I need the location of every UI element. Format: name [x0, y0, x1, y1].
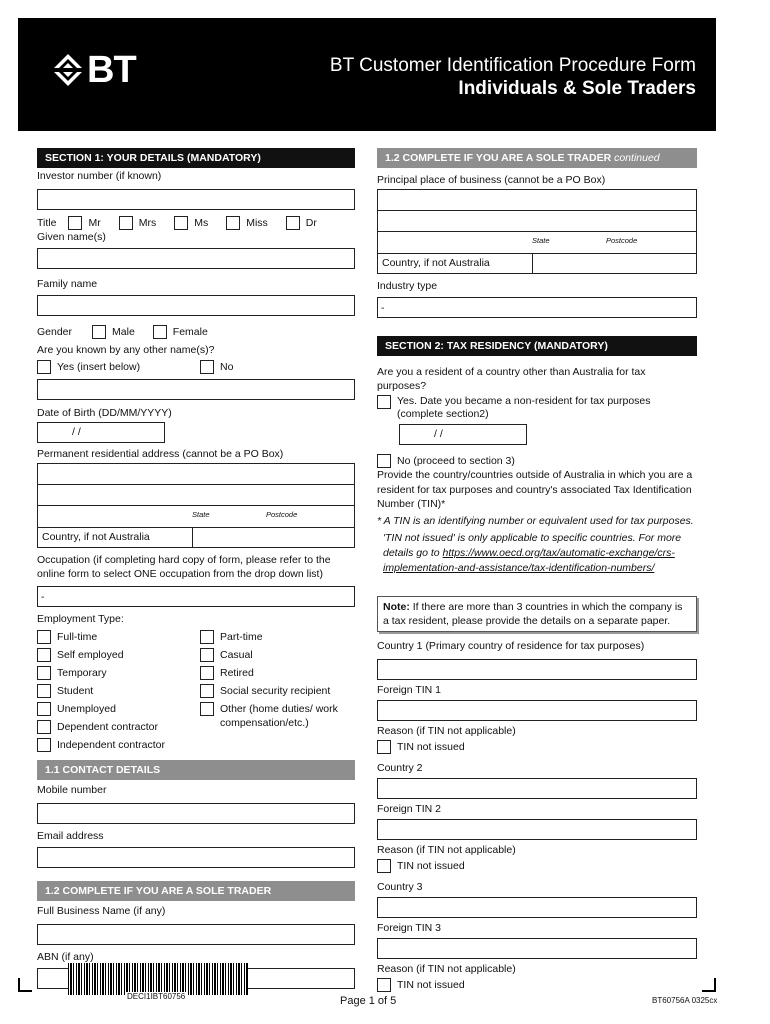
employment-options: [37, 630, 355, 752]
right-column: [377, 148, 697, 992]
business-name-label: Full Business Name (if any): [37, 905, 166, 917]
state-label: State: [532, 236, 550, 245]
country3-field[interactable]: [377, 897, 697, 918]
country3-label: Country 3: [377, 880, 423, 893]
option-label: Yes. Date you became a non-resident for tax purposes (complete section2): [397, 395, 651, 420]
option-label: TIN not issued: [397, 859, 465, 872]
occupation-select[interactable]: [37, 586, 355, 607]
country1-label: Country 1 (Primary country of residence for tax purposes): [377, 639, 645, 652]
title-option-ms[interactable]: [174, 216, 208, 230]
employment-col-1: [37, 630, 200, 752]
mobile-field[interactable]: [37, 803, 355, 824]
sole-trader-header: 1.2 COMPLETE IF YOU ARE A SOLE TRADER: [37, 881, 355, 901]
option-label: Female: [172, 326, 208, 338]
checkbox[interactable]: [37, 738, 51, 752]
note-text: If there are more than 3 countries in which the company is a tax resident, please provide the details on a separate paper.: [383, 600, 683, 627]
emp-student[interactable]: [37, 684, 200, 698]
country2-field[interactable]: [377, 778, 697, 799]
foreign-tin1-label: Foreign TIN 1: [377, 683, 441, 696]
option-label: Miss: [246, 217, 268, 229]
checkbox[interactable]: [200, 360, 214, 374]
emp-temporary[interactable]: [37, 666, 200, 680]
address-line-3[interactable]: [38, 506, 354, 527]
gender-option-male[interactable]: [92, 325, 135, 339]
emp-casual[interactable]: [200, 648, 345, 662]
industry-value: -: [381, 302, 385, 314]
resident-question: Are you a resident of a country other than Australia for tax purposes?: [377, 366, 646, 392]
oecd-link[interactable]: https://www.oecd.org/tax/automatic-exchange/crs-implementation-and-assistance/tax-identification-numbers/: [383, 546, 675, 574]
other-names-yes[interactable]: [37, 360, 200, 374]
option-label: Yes (insert below): [57, 361, 141, 373]
occupation-value: -: [41, 591, 45, 603]
barcode-text: DECI1IBT60756: [127, 992, 186, 1001]
given-names-label: Given name(s): [37, 231, 106, 243]
country-field[interactable]: [37, 527, 355, 548]
option-label: Student: [57, 685, 94, 697]
address-line-1[interactable]: [378, 190, 696, 211]
checkbox[interactable]: [377, 859, 391, 873]
address-line-3[interactable]: [378, 232, 696, 253]
tin-not-issued-1[interactable]: [377, 740, 697, 754]
principal-country-field[interactable]: [377, 253, 697, 274]
emp-part-time[interactable]: [200, 630, 345, 644]
mobile-label: Mobile number: [37, 784, 107, 796]
title-label: Title: [37, 217, 57, 229]
residential-address-field[interactable]: [37, 463, 355, 528]
title-option-mrs[interactable]: [119, 216, 157, 230]
resident-yes[interactable]: [377, 395, 697, 421]
checkbox[interactable]: [37, 702, 51, 716]
tin-info-text: 'TIN not issued' is only applicable to specific countries. For more details go to: [383, 531, 682, 559]
email-label: Email address: [37, 830, 104, 842]
checkbox[interactable]: [377, 454, 391, 468]
foreign-tin1-field[interactable]: [377, 700, 697, 721]
option-label: Mr: [88, 217, 101, 229]
emp-self-employed[interactable]: [37, 648, 200, 662]
barcode: [68, 963, 248, 995]
other-names-field[interactable]: [37, 379, 355, 400]
title-option-miss[interactable]: [226, 216, 268, 230]
checkbox[interactable]: [377, 395, 391, 409]
principal-place-label: Principal place of business (cannot be a PO Box): [377, 174, 606, 186]
form-header: [18, 18, 716, 131]
section2-header: SECTION 2: TAX RESIDENCY (MANDATORY): [377, 336, 697, 356]
option-label: Independent contractor: [57, 739, 165, 751]
employment-col-2: [200, 630, 345, 752]
tin-not-issued-2[interactable]: [377, 859, 697, 873]
address-label: Permanent residential address (cannot be a PO Box): [37, 448, 284, 460]
address-line-1[interactable]: [38, 464, 354, 485]
option-label: Mrs: [138, 217, 157, 229]
tin-definition: * A TIN is an identifying number or equivalent used for tax purposes.: [377, 514, 694, 527]
emp-social-security[interactable]: [200, 684, 345, 698]
investor-number-field[interactable]: [37, 189, 355, 210]
logo-text: BT: [87, 49, 136, 91]
email-field[interactable]: [37, 847, 355, 868]
emp-other[interactable]: [200, 702, 345, 730]
country-label: Country, if not Australia: [378, 254, 533, 273]
other-names-row: [37, 360, 355, 374]
reason3-label: Reason (if TIN not applicable): [377, 962, 516, 975]
option-label: Dependent contractor: [57, 721, 158, 733]
checkbox[interactable]: [68, 216, 82, 230]
continued-text: continued: [614, 152, 660, 164]
address-line-2[interactable]: [378, 211, 696, 232]
foreign-tin2-field[interactable]: [377, 819, 697, 840]
emp-full-time[interactable]: [37, 630, 200, 644]
foreign-tin2-label: Foreign TIN 2: [377, 802, 441, 815]
occupation-label: Occupation (if completing hard copy of form, please refer to the online form to select ONE occupation from the drop down list): [37, 554, 331, 580]
checkbox[interactable]: [286, 216, 300, 230]
address-line-2[interactable]: [38, 485, 354, 506]
option-label: Full-time: [57, 631, 98, 643]
reason1-label: Reason (if TIN not applicable): [377, 724, 516, 737]
family-name-label: Family name: [37, 278, 98, 290]
option-label: Ms: [194, 217, 209, 229]
industry-type-label: Industry type: [377, 280, 438, 292]
country-label: Country, if not Australia: [38, 528, 193, 547]
contact-details-header: 1.1 CONTACT DETAILS: [37, 760, 355, 780]
title-line-1: BT Customer Identification Procedure Form: [329, 55, 696, 76]
postcode-label: Postcode: [606, 236, 638, 245]
other-names-no[interactable]: [200, 360, 233, 374]
checkbox[interactable]: [200, 684, 214, 698]
title-row: [37, 216, 355, 230]
bt-globe-icon: [51, 53, 85, 87]
state-label: State: [192, 510, 210, 519]
emp-dependent-contractor[interactable]: [37, 720, 200, 734]
investor-number-label: Investor number (if known): [37, 170, 162, 182]
form-title: [330, 54, 696, 100]
option-label: Male: [112, 326, 135, 338]
option-label: No (proceed to section 3): [397, 455, 515, 467]
industry-type-select[interactable]: [377, 297, 697, 318]
option-label: Casual: [220, 649, 253, 661]
tin-not-issued-info: [383, 531, 697, 576]
gender-label: Gender: [37, 326, 73, 338]
dob-label: Date of Birth (DD/MM/YYYY): [37, 407, 172, 419]
checkbox[interactable]: [37, 720, 51, 734]
foreign-tin3-label: Foreign TIN 3: [377, 921, 441, 934]
crop-mark-right: [702, 978, 716, 992]
dob-separators: / /: [72, 426, 81, 438]
foreign-tin3-field[interactable]: [377, 938, 697, 959]
provide-countries-text: Provide the country/countries outside of Australia in which you are a resident for tax purposes and country's associated Tax Identification Number (TIN)*: [377, 469, 693, 510]
other-names-label: Are you known by any other name(s)?: [37, 344, 215, 356]
date-separators: / /: [434, 428, 443, 440]
checkbox[interactable]: [37, 666, 51, 680]
checkbox[interactable]: [377, 978, 391, 992]
option-label: No: [220, 361, 234, 373]
gender-option-female[interactable]: [153, 325, 208, 339]
option-label: Temporary: [57, 667, 107, 679]
note-label: Note:: [383, 600, 410, 613]
business-name-field[interactable]: [37, 924, 355, 945]
option-label: Social security recipient: [220, 685, 331, 697]
option-label: TIN not issued: [397, 740, 465, 753]
option-label: Unemployed: [57, 703, 116, 715]
checkbox[interactable]: [174, 216, 188, 230]
emp-retired[interactable]: [200, 666, 345, 680]
note-box: [377, 596, 697, 632]
option-label: Other (home duties/ work compensation/etc.): [220, 703, 338, 729]
bt-logo: [51, 51, 136, 89]
checkbox[interactable]: [37, 360, 51, 374]
checkbox[interactable]: [200, 630, 214, 644]
country2-label: Country 2: [377, 761, 423, 774]
employment-type-label: Employment Type:: [37, 613, 124, 625]
left-column: [37, 148, 355, 989]
reason2-label: Reason (if TIN not applicable): [377, 843, 516, 856]
checkbox[interactable]: [200, 648, 214, 662]
checkbox[interactable]: [226, 216, 240, 230]
principal-address-field[interactable]: [377, 189, 697, 254]
gender-row: [37, 325, 355, 339]
postcode-label: Postcode: [266, 510, 298, 519]
option-label: Dr: [305, 217, 317, 229]
checkbox[interactable]: [200, 666, 214, 680]
checkbox[interactable]: [37, 684, 51, 698]
option-label: Self employed: [57, 649, 124, 661]
form-code: BT60756A 0325cx: [652, 996, 718, 1005]
option-label: Retired: [220, 667, 254, 679]
checkbox[interactable]: [92, 325, 106, 339]
checkbox[interactable]: [37, 630, 51, 644]
tin-not-issued-3[interactable]: [377, 978, 697, 992]
abn-label: ABN (if any): [37, 951, 94, 963]
option-label: Part-time: [220, 631, 263, 643]
bar-text: 1.2 COMPLETE IF YOU ARE A SOLE TRADER: [385, 152, 612, 164]
family-name-field[interactable]: [37, 295, 355, 316]
page-number: Page 1 of 5: [340, 995, 397, 1007]
given-names-field[interactable]: [37, 248, 355, 269]
crop-mark-left: [18, 978, 32, 992]
section1-header: SECTION 1: YOUR DETAILS (MANDATORY): [37, 148, 355, 168]
title-option-mr[interactable]: [68, 216, 100, 230]
checkbox[interactable]: [37, 648, 51, 662]
resident-no[interactable]: [377, 454, 697, 468]
checkbox[interactable]: [200, 702, 214, 716]
sole-trader-continued-header: [377, 148, 697, 168]
checkbox[interactable]: [119, 216, 133, 230]
non-resident-date-field[interactable]: [399, 424, 527, 445]
emp-independent-contractor[interactable]: [37, 738, 200, 752]
emp-unemployed[interactable]: [37, 702, 200, 716]
checkbox[interactable]: [153, 325, 167, 339]
title-option-dr[interactable]: [286, 216, 317, 230]
country1-field[interactable]: [377, 659, 697, 680]
option-label: TIN not issued: [397, 978, 465, 991]
dob-field[interactable]: [37, 422, 165, 443]
checkbox[interactable]: [377, 740, 391, 754]
title-line-2: Individuals & Sole Traders: [458, 78, 696, 99]
